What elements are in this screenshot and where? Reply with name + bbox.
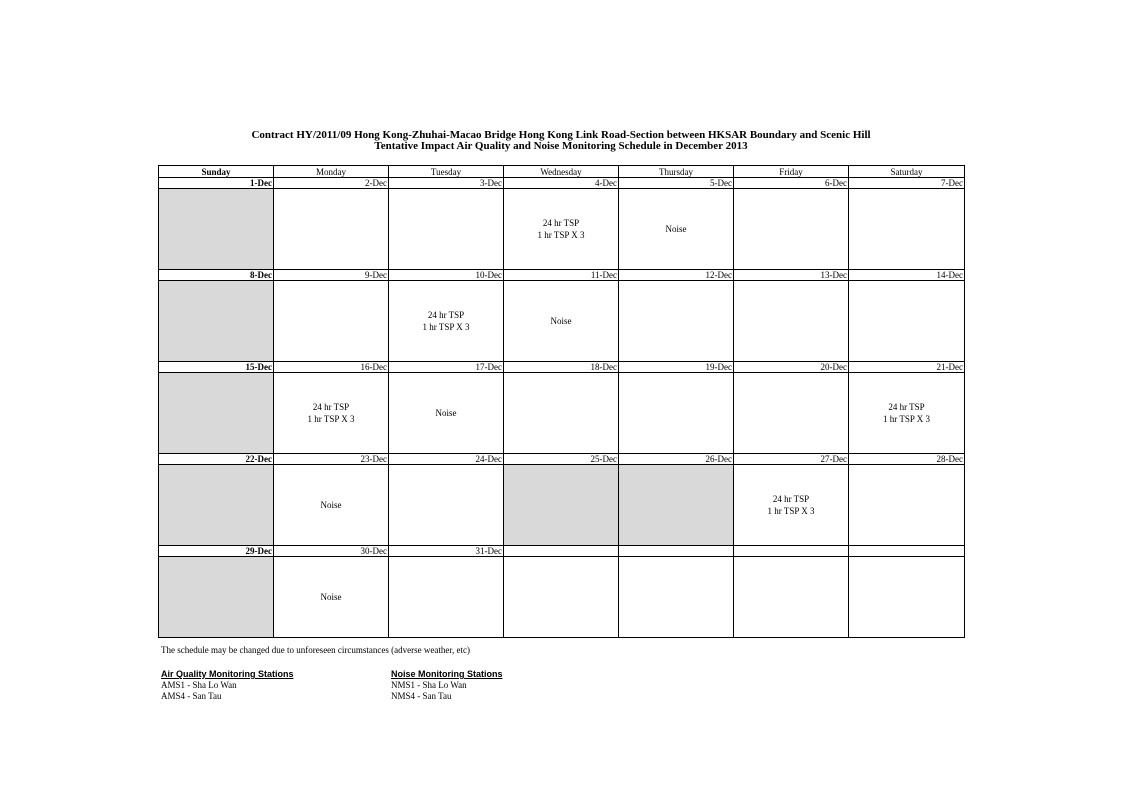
day-header-wednesday: Wednesday (504, 166, 619, 178)
date-label-friday (734, 546, 849, 557)
date-label-sunday: 15-Dec (159, 362, 274, 373)
day-header-thursday: Thursday (619, 166, 734, 178)
calendar-body (159, 178, 965, 638)
schedule-cell-thursday (619, 373, 734, 454)
schedule-entry: 1 hr TSP X 3 (767, 506, 815, 516)
schedule-cell-thursday (619, 465, 734, 546)
date-label-friday: 6-Dec (734, 178, 849, 189)
schedule-cell-wednesday (504, 189, 619, 270)
date-label-thursday: 12-Dec (619, 270, 734, 281)
document-subtitle: Tentative Impact Air Quality and Noise Monitoring Schedule in December 2013 (374, 140, 748, 152)
date-label-sunday: 1-Dec (159, 178, 274, 189)
noise-stations-heading: Noise Monitoring Stations (391, 669, 503, 679)
date-label-saturday (849, 546, 965, 557)
schedule-cell-saturday (849, 465, 965, 546)
noise-station-item: NMS4 - San Tau (391, 691, 452, 701)
day-header-row (159, 166, 965, 178)
schedule-cell-saturday (849, 373, 965, 454)
schedule-entry: 24 hr TSP (888, 402, 925, 412)
schedule-cell-sunday (159, 373, 274, 454)
schedule-cell-monday (274, 189, 389, 270)
date-label-sunday: 29-Dec (159, 546, 274, 557)
day-header-monday: Monday (274, 166, 389, 178)
schedule-cell-tuesday (389, 189, 504, 270)
date-label-monday: 30-Dec (274, 546, 389, 557)
date-label-tuesday: 10-Dec (389, 270, 504, 281)
date-label-wednesday: 25-Dec (504, 454, 619, 465)
date-label-saturday: 28-Dec (849, 454, 965, 465)
schedule-cell-monday (274, 465, 389, 546)
schedule-cell-tuesday (389, 465, 504, 546)
schedule-cell-sunday (159, 557, 274, 638)
schedule-entry: Noise (320, 592, 342, 602)
schedule-cell-thursday (619, 189, 734, 270)
date-row (159, 546, 965, 557)
schedule-cell-tuesday (389, 373, 504, 454)
date-label-sunday: 8-Dec (159, 270, 274, 281)
day-header-friday: Friday (734, 166, 849, 178)
schedule-entry: Noise (320, 500, 342, 510)
date-label-wednesday (504, 546, 619, 557)
noise-station-item: NMS1 - Sha Lo Wan (391, 680, 467, 690)
schedule-entry: 24 hr TSP (312, 402, 350, 412)
day-header-tuesday: Tuesday (389, 166, 504, 178)
schedule-cell-friday (734, 557, 849, 638)
air-stations-heading: Air Quality Monitoring Stations (161, 669, 294, 679)
schedule-cell-sunday (159, 465, 274, 546)
date-label-monday: 23-Dec (274, 454, 389, 465)
schedule-cell-wednesday (504, 465, 619, 546)
date-row (159, 362, 965, 373)
document-title: Contract HY/2011/09 Hong Kong-Zhuhai-Macao Bridge Hong Kong Link Road-Section between HKSAR Boundary and Scenic Hill (251, 129, 871, 141)
date-label-tuesday: 24-Dec (389, 454, 504, 465)
date-label-friday: 13-Dec (734, 270, 849, 281)
schedule-entry: 1 hr TSP X 3 (882, 414, 930, 424)
day-header-saturday: Saturday (849, 166, 965, 178)
date-label-tuesday: 31-Dec (389, 546, 504, 557)
schedule-row (159, 189, 965, 270)
schedule-entry: Noise (435, 408, 457, 418)
schedule-entry: 1 hr TSP X 3 (422, 322, 470, 332)
schedule-cell-wednesday (504, 373, 619, 454)
schedule-cell-sunday (159, 281, 274, 362)
schedule-row (159, 281, 965, 362)
noise-stations-legend (391, 668, 503, 702)
schedule-entry: 24 hr TSP (542, 218, 580, 228)
schedule-cell-wednesday (504, 281, 619, 362)
schedule-cell-saturday (849, 281, 965, 362)
date-label-wednesday: 11-Dec (504, 270, 619, 281)
schedule-cell-monday (274, 373, 389, 454)
schedule-cell-friday (734, 373, 849, 454)
date-label-tuesday: 3-Dec (389, 178, 504, 189)
date-label-thursday (619, 546, 734, 557)
calendar (158, 165, 964, 644)
schedule-cell-friday (734, 281, 849, 362)
schedule-entry: 1 hr TSP X 3 (307, 414, 355, 424)
date-label-saturday: 21-Dec (849, 362, 965, 373)
date-row (159, 178, 965, 189)
schedule-cell-wednesday (504, 557, 619, 638)
air-station-item: AMS1 - Sha Lo Wan (161, 680, 237, 690)
date-label-saturday: 14-Dec (849, 270, 965, 281)
date-label-sunday: 22-Dec (159, 454, 274, 465)
date-row (159, 270, 965, 281)
date-label-thursday: 26-Dec (619, 454, 734, 465)
schedule-cell-monday (274, 557, 389, 638)
air-station-item: AMS4 - San Tau (161, 691, 222, 701)
schedule-cell-friday (734, 189, 849, 270)
schedule-cell-thursday (619, 557, 734, 638)
date-label-tuesday: 17-Dec (389, 362, 504, 373)
schedule-row (159, 465, 965, 546)
schedule-cell-friday (734, 465, 849, 546)
schedule-note: The schedule may be changed due to unforeseen circumstances (adverse weather, etc) (161, 645, 470, 655)
date-label-thursday: 5-Dec (619, 178, 734, 189)
schedule-entry: 24 hr TSP (772, 494, 810, 504)
schedule-entry: 1 hr TSP X 3 (537, 230, 585, 240)
date-label-thursday: 19-Dec (619, 362, 734, 373)
schedule-cell-thursday (619, 281, 734, 362)
date-label-friday: 20-Dec (734, 362, 849, 373)
schedule-entry: Noise (665, 224, 687, 234)
schedule-cell-tuesday (389, 281, 504, 362)
date-label-monday: 16-Dec (274, 362, 389, 373)
schedule-entry: 24 hr TSP (427, 310, 465, 320)
schedule-entry: Noise (550, 316, 572, 326)
date-label-wednesday: 18-Dec (504, 362, 619, 373)
schedule-row (159, 557, 965, 638)
date-label-saturday: 7-Dec (849, 178, 965, 189)
air-stations-legend (161, 668, 294, 702)
date-row (159, 454, 965, 465)
calendar-table (158, 165, 965, 638)
schedule-cell-saturday (849, 189, 965, 270)
date-label-wednesday: 4-Dec (504, 178, 619, 189)
schedule-cell-saturday (849, 557, 965, 638)
date-label-monday: 2-Dec (274, 178, 389, 189)
schedule-row (159, 373, 965, 454)
schedule-cell-monday (274, 281, 389, 362)
date-label-friday: 27-Dec (734, 454, 849, 465)
day-header-sunday: Sunday (159, 166, 274, 178)
date-label-monday: 9-Dec (274, 270, 389, 281)
schedule-cell-tuesday (389, 557, 504, 638)
schedule-cell-sunday (159, 189, 274, 270)
